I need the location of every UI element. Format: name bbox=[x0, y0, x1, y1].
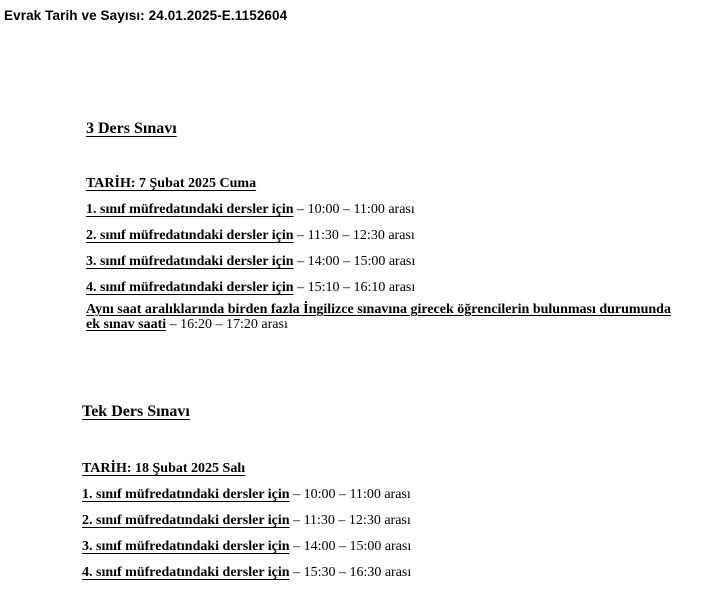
schedule-row-label: 1. sınıf müfredatındaki dersler için bbox=[82, 487, 290, 502]
schedule-row-label: 2. sınıf müfredatındaki dersler için bbox=[86, 228, 294, 243]
exam-section-single-course bbox=[82, 402, 682, 582]
schedule-row-time: – 14:00 – 15:00 arası bbox=[293, 254, 416, 269]
exam-date: TARİH: 7 Şubat 2025 Cuma bbox=[86, 176, 257, 191]
schedule-row-label: 1. sınıf müfredatındaki dersler için bbox=[86, 202, 294, 217]
schedule-row bbox=[86, 201, 686, 219]
schedule-row bbox=[86, 279, 686, 297]
section-title: 3 Ders Sınavı bbox=[86, 120, 177, 137]
extra-exam-note-time: – 16:20 – 17:20 arası bbox=[166, 317, 288, 332]
schedule-row-time: – 15:10 – 16:10 arası bbox=[293, 280, 416, 295]
document-reference: Evrak Tarih ve Sayısı: 24.01.2025-E.1152604 bbox=[4, 8, 288, 23]
exam-section-three-course bbox=[86, 119, 686, 332]
extra-exam-note bbox=[86, 302, 676, 332]
section-title: Tek Ders Sınavı bbox=[82, 403, 190, 420]
schedule-row-label: 2. sınıf müfredatındaki dersler için bbox=[82, 513, 290, 528]
schedule-row-time: – 14:00 – 15:00 arası bbox=[289, 539, 412, 554]
schedule-row-time: – 15:30 – 16:30 arası bbox=[289, 565, 412, 580]
schedule-row bbox=[82, 538, 682, 556]
extra-exam-note-label: Aynı saat aralıklarında birden fazla İngilizce sınavına girecek öğrencilerin bulunması durumunda ek sınav saati bbox=[86, 302, 671, 332]
schedule-row bbox=[82, 512, 682, 530]
schedule-row bbox=[86, 227, 686, 245]
schedule-row-time: – 11:30 – 12:30 arası bbox=[289, 513, 411, 528]
schedule-row bbox=[82, 564, 682, 582]
schedule-row-label: 3. sınıf müfredatındaki dersler için bbox=[82, 539, 290, 554]
schedule-row-time: – 11:30 – 12:30 arası bbox=[293, 228, 415, 243]
schedule-row bbox=[82, 486, 682, 504]
schedule-row-label: 3. sınıf müfredatındaki dersler için bbox=[86, 254, 294, 269]
schedule-row-label: 4. sınıf müfredatındaki dersler için bbox=[86, 280, 294, 295]
schedule-row-time: – 10:00 – 11:00 arası bbox=[293, 202, 415, 217]
exam-date: TARİH: 18 Şubat 2025 Salı bbox=[82, 461, 246, 476]
schedule-row-label: 4. sınıf müfredatındaki dersler için bbox=[82, 565, 290, 580]
schedule-row bbox=[86, 253, 686, 271]
schedule-row-time: – 10:00 – 11:00 arası bbox=[289, 487, 411, 502]
